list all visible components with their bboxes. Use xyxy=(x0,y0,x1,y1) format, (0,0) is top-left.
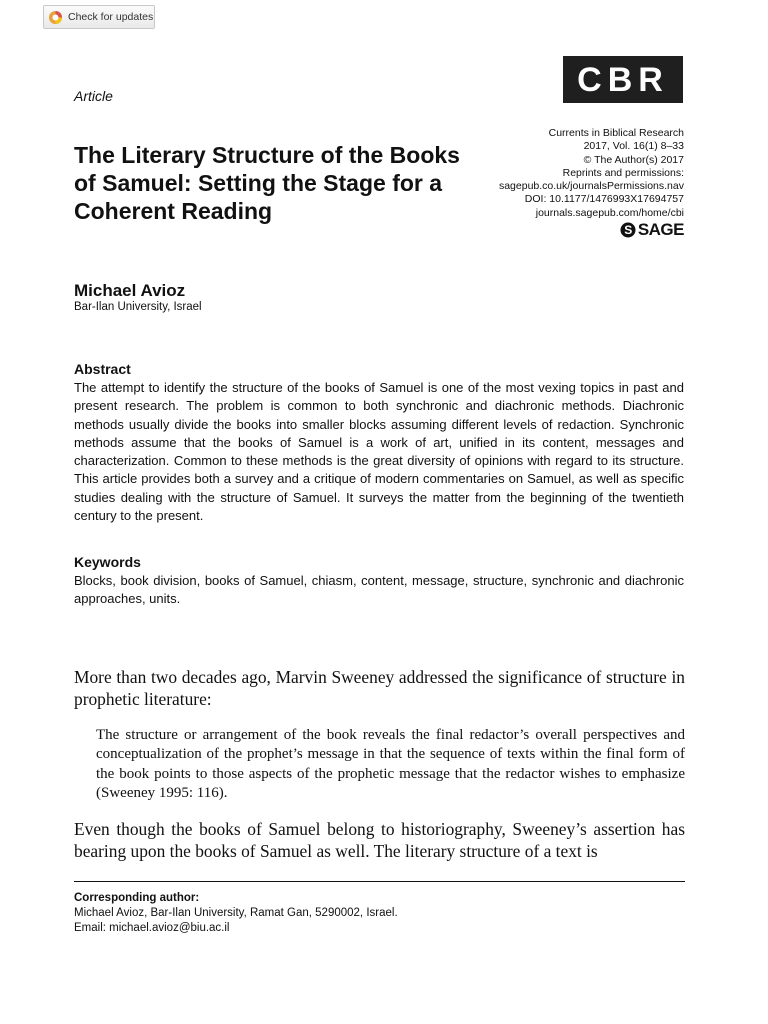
journal-logo-text: CBR xyxy=(577,60,669,99)
journal-logo xyxy=(563,56,683,103)
doi[interactable]: DOI: 10.1177/1476993X17694757 xyxy=(524,193,684,206)
keywords-text: Blocks, book division, books of Samuel, chiasm, content, message, structure, synchronic and diachronic approaches, units. xyxy=(74,573,684,607)
reprints-label: Reprints and permissions: xyxy=(562,166,684,179)
copyright: © The Author(s) 2017 xyxy=(583,153,684,166)
journal-name: Currents in Biblical Research xyxy=(548,127,684,139)
corresponding-author-address: Michael Avioz, Bar-Ilan University, Ramat Gan, 5290002, Israel. xyxy=(74,907,398,919)
corresponding-author-heading: Corresponding author: xyxy=(74,892,200,904)
corresponding-author-email[interactable]: Email: michael.avioz@biu.ac.il xyxy=(74,922,230,934)
abstract-text: The attempt to identify the structure of the books of Samuel is one of the most vexing topics in past and present research. The problem is common to both synchronic and diachronic methods. Diachronic methods usually divide the books into smaller blocks assuming different levels of redaction. Synchronic methods assume that the books of Samuel is a work of art, unified in its content, messages and characterization. Common to these methods is the great diversity of opinions with regard to its structure. This article provides both a survey and a critique of modern commentaries on Samuel, as well as specific studies dealing with the structure of Samuel. It surveys the matter from the beginning of the twentieth century to the present. xyxy=(74,380,684,524)
author-name: Michael Avioz xyxy=(74,281,186,300)
block-quote: The structure or arrangement of the book reveals the final redactor’s overall perspectives and conceptualization of the prophet’s message in that the sequence of texts within the final form of the book points to those aspects of the prophetic message that the redactor wishes to emphasize (Sweeney 1995: 116). xyxy=(96,727,685,801)
author-affiliation: Bar-Ilan University, Israel xyxy=(74,301,202,313)
check-for-updates-button[interactable] xyxy=(43,5,155,29)
article-type: Article xyxy=(74,88,113,104)
journal-link[interactable]: journals.sagepub.com/home/cbi xyxy=(535,206,684,219)
permissions-link[interactable]: sagepub.co.uk/journalsPermissions.nav xyxy=(498,180,684,193)
body-paragraph-1: More than two decades ago, Marvin Sweeney addressed the significance of structure in prophetic literature: xyxy=(74,667,685,709)
abstract-heading: Abstract xyxy=(74,361,131,377)
svg-text:S: S xyxy=(624,223,632,238)
journal-metadata xyxy=(499,127,684,220)
keywords-heading: Keywords xyxy=(74,554,141,570)
publisher-logo xyxy=(620,220,684,240)
sage-logo-icon xyxy=(620,222,636,238)
body-paragraph-2: Even though the books of Samuel belong to historiography, Sweeney’s assertion has bearing upon the books of Samuel as well. The literary structure of a text is xyxy=(74,819,685,861)
article-title: The Literary Structure of the Books of Samuel: Setting the Stage for a Coherent Reading xyxy=(74,142,460,224)
footnote-divider xyxy=(74,881,685,882)
check-for-updates-label: Check for updates xyxy=(68,11,154,23)
check-updates-icon xyxy=(48,10,63,25)
journal-volume: 2017, Vol. 16(1) 8–33 xyxy=(583,140,684,153)
publisher-name: SAGE xyxy=(637,220,684,239)
